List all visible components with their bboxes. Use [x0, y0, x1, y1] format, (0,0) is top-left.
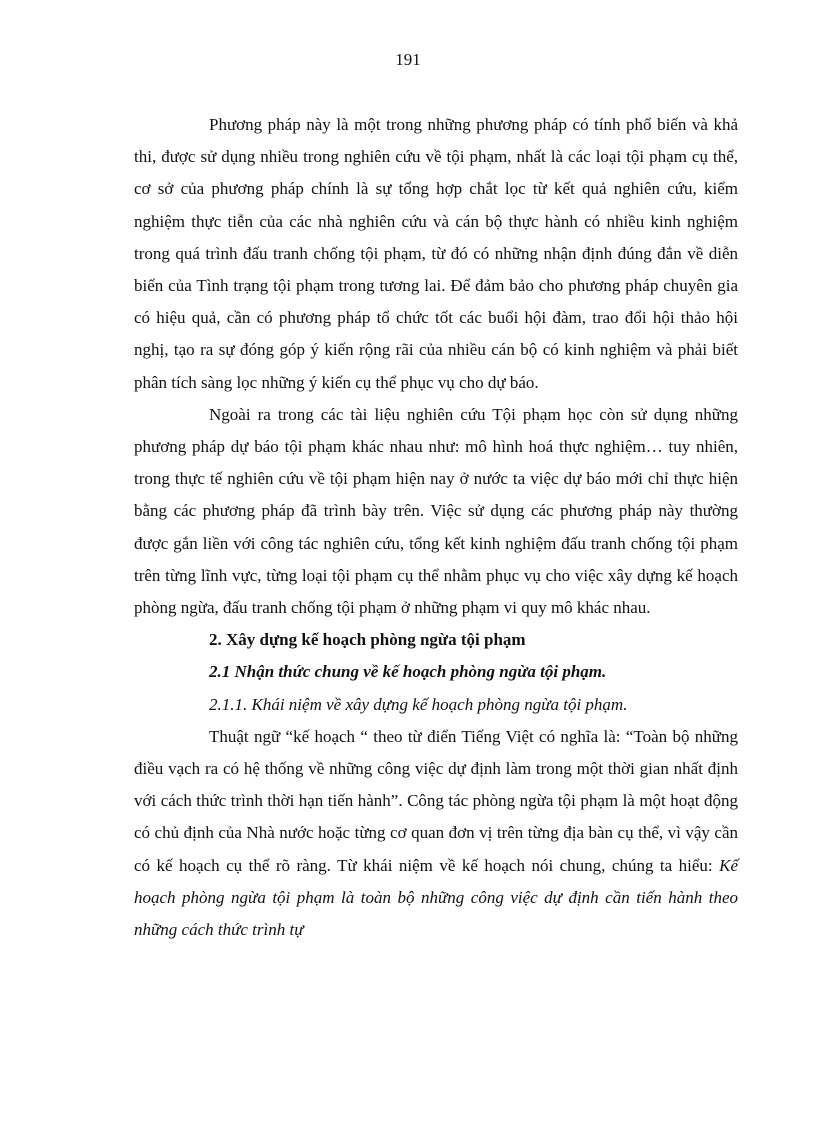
- subsubsection-heading: 2.1.1. Khái niệm về xây dựng kế hoạch phòng ngừa tội phạm.: [209, 694, 628, 714]
- page-number: 191: [395, 50, 421, 69]
- section-heading: 2. Xây dựng kế hoạch phòng ngừa tội phạm: [209, 630, 526, 650]
- document-body: [134, 109, 738, 946]
- paragraph-expert-method: Phương pháp này là một trong những phương pháp có tính phổ biến và khả thi, được sử dụng nhiều trong nghiên cứu về tội phạm, nhất là các loại tội phạm cụ thể, cơ sở của phương pháp chính là sự tổng hợp chắt lọc từ kết quả nghiên cứu, kiểm nghiệm thực tiễn của các nhà nghiên cứu và cán bộ thực hành có nhiều kinh nghiệm trong quá trình đấu tranh chống tội phạm, từ đó có những nhận định đúng đắn về diễn biến của Tình trạng tội phạm trong tương lai. Để đảm bảo cho phương pháp chuyên gia có hiệu quả, cần có phương pháp tổ chức tốt các buổi hội đàm, trao đổi hội thảo hội nghị, tạo ra sự đóng góp ý kiến rộng rãi của nhiều cán bộ có kinh nghiệm và phải biết phân tích sàng lọc những ý kiến cụ thể phục vụ cho dự báo.: [134, 115, 738, 392]
- subsection-heading: 2.1 Nhận thức chung về kế hoạch phòng ngừa tội phạm.: [209, 662, 607, 682]
- definition-plain-text: Thuật ngữ “kế hoạch “ theo từ điển Tiếng Việt có nghĩa là: “Toàn bộ những điều vạch ra có hệ thống về những công việc dự định làm trong một thời gian nhất định với cách thức trình thời hạn tiến hành”. Công tác phòng ngừa tội phạm là một hoạt động có chủ định của Nhà nước hoặc từng cơ quan đơn vị trên từng địa bàn cụ thể, vì vậy cần có kế hoạch cụ thể rõ ràng. Từ khái niệm về kế hoạch nói chung, chúng ta hiểu:: [134, 726, 738, 875]
- paragraph-other-methods: Ngoài ra trong các tài liệu nghiên cứu Tội phạm học còn sử dụng những phương pháp dự báo tội phạm khác nhau như: mô hình hoá thực nghiệm… tuy nhiên, trong thực tế nghiên cứu về tội phạm hiện nay ở nước ta việc dự báo mới chỉ thực hiện bằng các phương pháp đã trình bày trên. Việc sử dụng các phương pháp này thường được gắn liền với công tác nghiên cứu, tổng kết kinh nghiệm đấu tranh chống tội phạm trên từng lĩnh vực, từng loại tội phạm cụ thể nhằm phục vụ cho việc xây dựng kế hoạch phòng ngừa, đấu tranh chống tội phạm ở những phạm vi quy mô khác nhau.: [134, 404, 738, 618]
- paragraph-plan-definition: [134, 721, 738, 946]
- definition-italic-text: Kế hoạch phòng ngừa tội phạm là toàn bộ những công việc dự định cần tiến hành theo những cách thức trình tự: [134, 855, 738, 940]
